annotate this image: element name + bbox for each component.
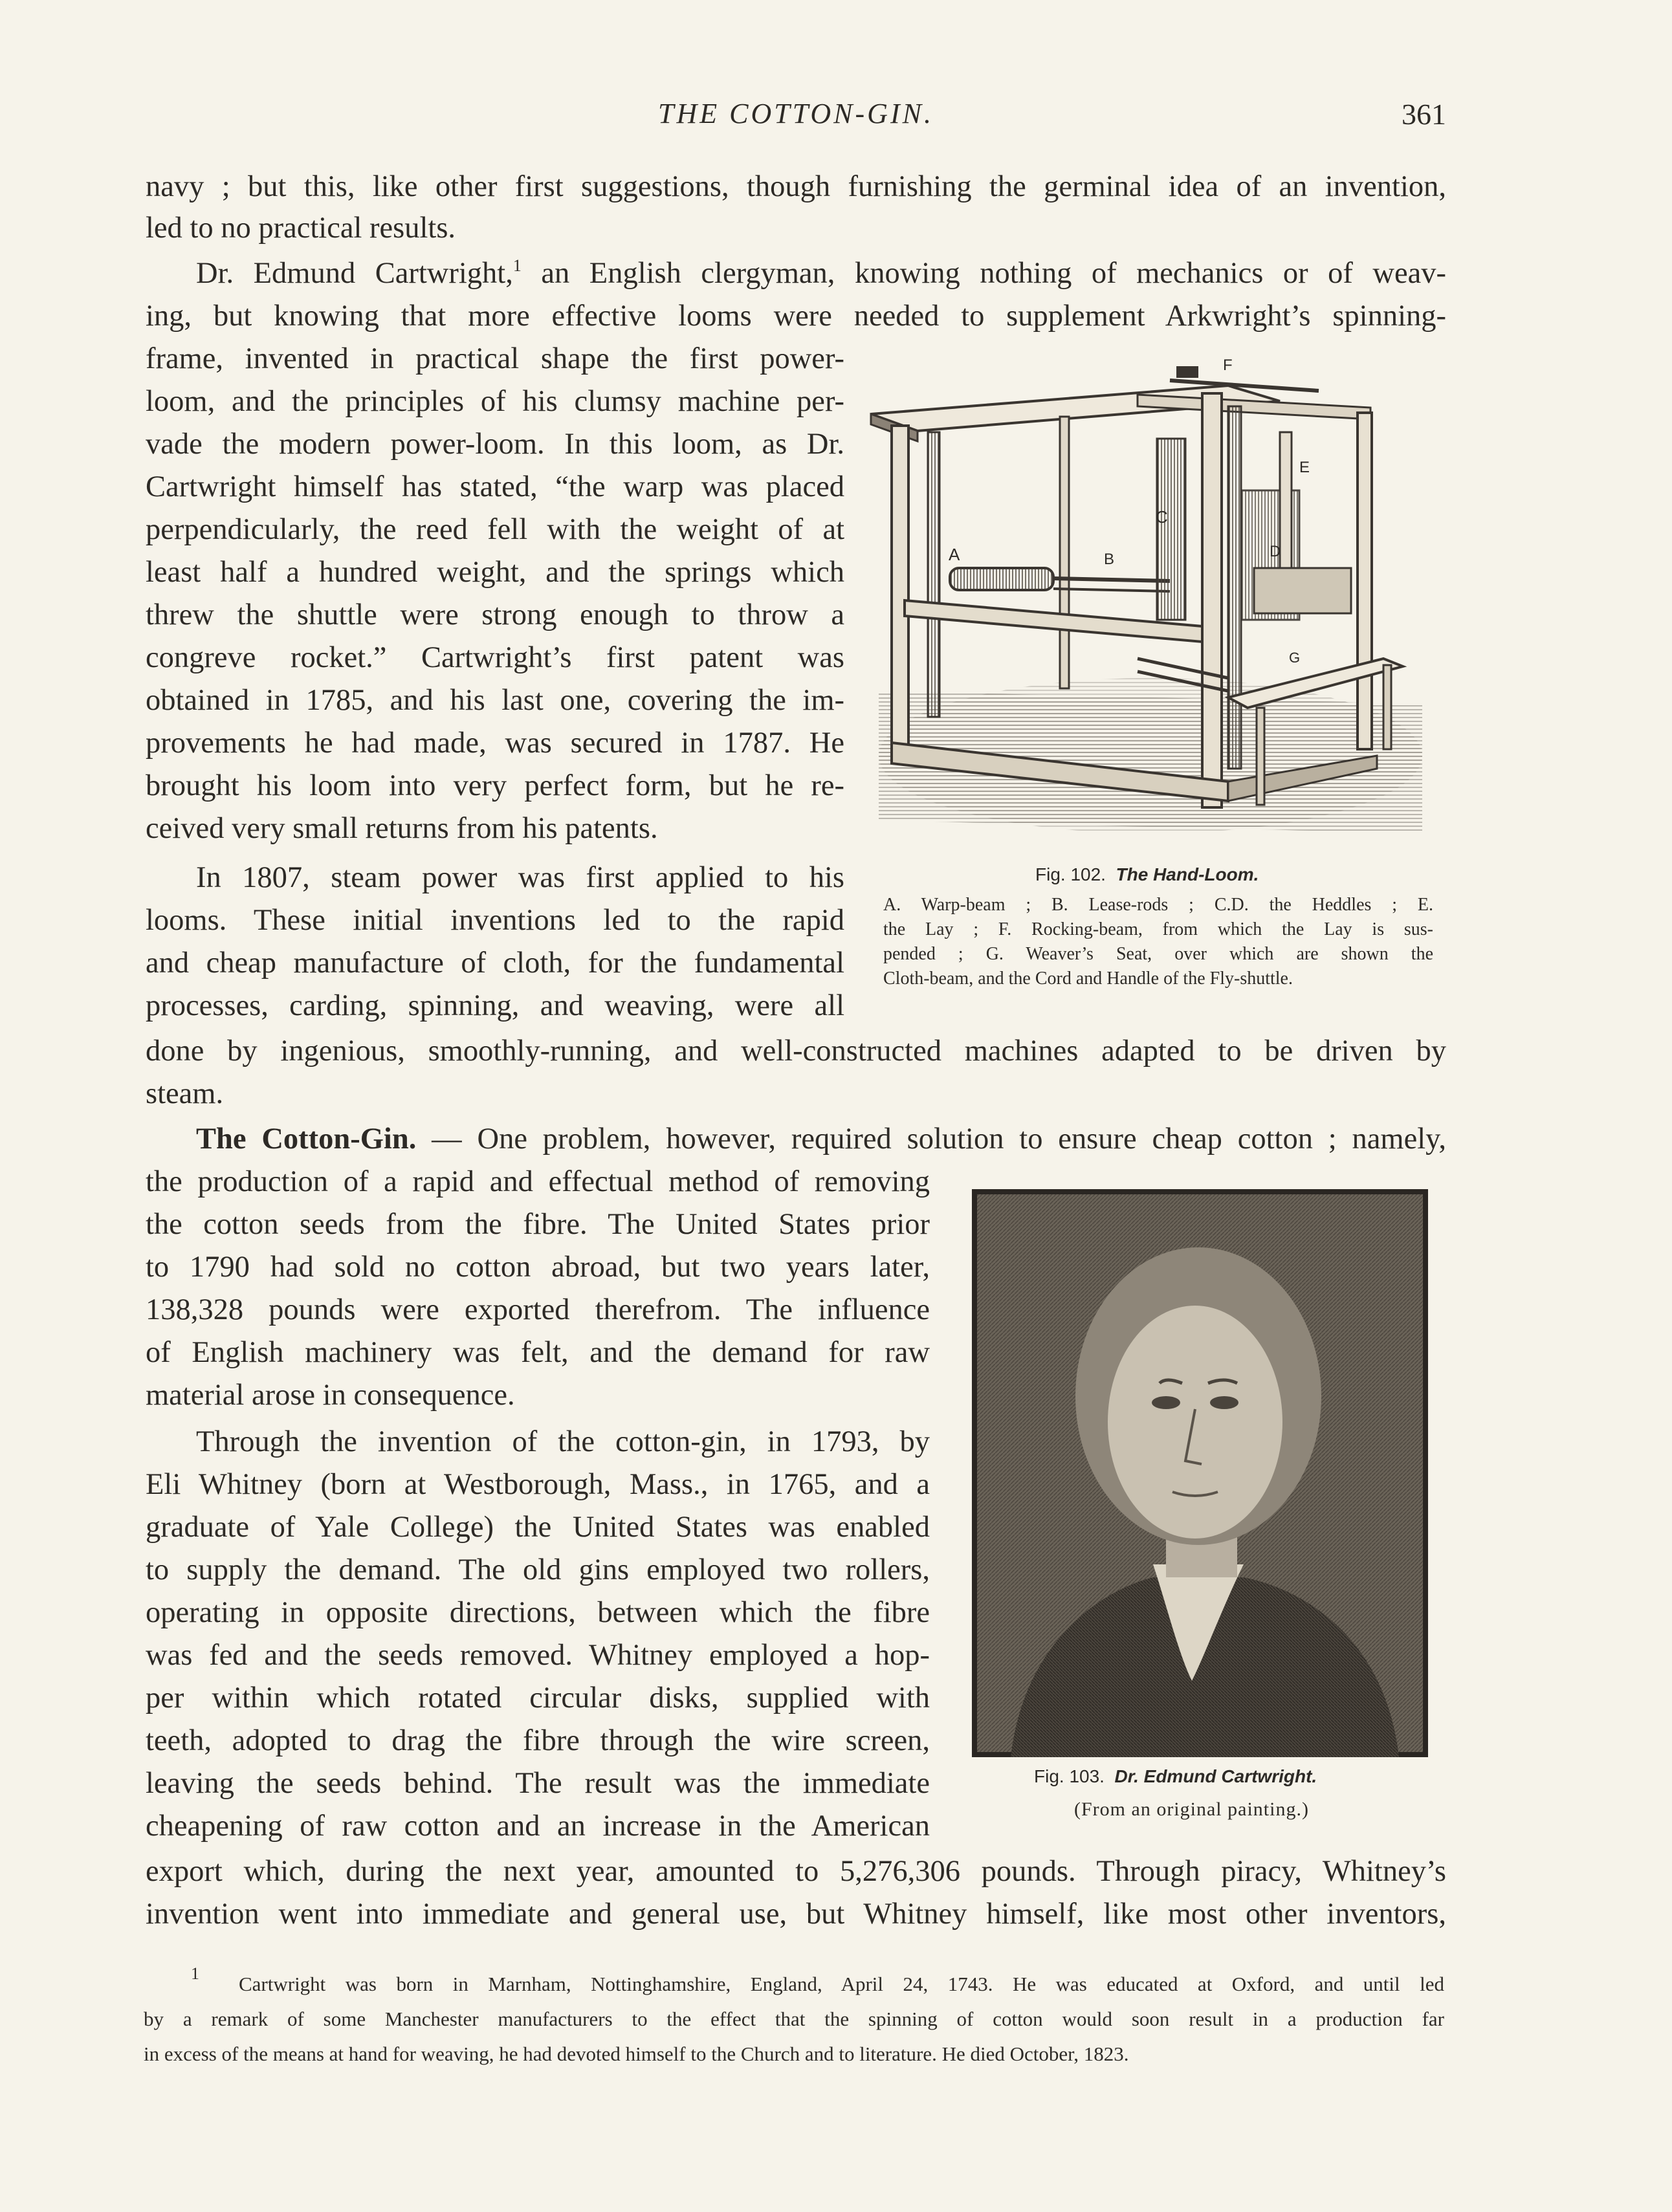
text-line: material arose in consequence. [146,1379,515,1412]
text-line: obtained in 1785, and his last one, covering the im- [146,684,844,717]
text-line: the production of a rapid and effectual method of removing [146,1165,930,1198]
figure-103-subcaption: (From an original painting.) [1074,1799,1309,1820]
text-line: led to no practical results. [146,212,456,245]
part-label: D [1270,543,1281,560]
text-line: of English machinery was felt, and the demand for raw [146,1336,930,1369]
figure-number: Fig. 103. [1034,1766,1105,1786]
text-line: least half a hundred weight, and the springs which [146,556,844,589]
text-line: brought his loom into very perfect form, but he re- [146,769,844,802]
figure-number: Fig. 102. [1035,864,1106,884]
text-line: to supply the demand. The old gins employed two rollers, [146,1553,930,1586]
figure-title: Dr. Edmund Cartwright. [1114,1766,1317,1786]
text-line: export which, during the next year, amounted to 5,276,306 pounds. Through piracy, Whitney’s [146,1855,1446,1888]
figure-legend-line: A. Warp-beam ; B. Lease-rods ; C.D. the Heddles ; E. [883,895,1433,915]
figure-102-caption [1035,864,1259,885]
part-label: A [949,545,960,564]
footnote-ref: 1 [512,256,522,275]
footnote-line: in excess of the means at hand for weaving, he had devoted himself to the Church and to literature. He died October, 1823. [144,2042,1129,2065]
text-segment: Dr. Edmund Cartwright, [196,257,513,290]
text-line: frame, invented in practical shape the first power- [146,342,844,375]
text-line: and cheap manufacture of cloth, for the fundamental [146,947,844,980]
text-line: ing, but knowing that more effective looms were needed to supplement Arkwright’s spinning- [146,300,1446,333]
text-line [196,252,1446,295]
running-title: THE COTTON-GIN. [658,98,934,129]
text-line: Eli Whitney (born at Westborough, Mass., in 1765, and a [146,1468,930,1501]
text-line: vade the modern power-loom. In this loom, as Dr. [146,428,844,461]
hand-loom-engraving [866,355,1435,846]
text-line: navy ; but this, like other first suggestions, though furnishing the germinal idea of an invention, [146,170,1446,203]
text-line: invention went into immediate and general use, but Whitney himself, like most other inventors, [146,1898,1446,1931]
page-number: 361 [1402,98,1446,131]
text-line: done by ingenious, smoothly-running, and well-constructed machines adapted to be driven by [146,1035,1446,1068]
part-label: G [1289,650,1301,666]
text-line: teeth, adopted to drag the fibre through the wire screen, [146,1724,930,1757]
text-segment: an English clergyman, knowing nothing of mechanics or of weav- [521,257,1446,290]
text-line: graduate of Yale College) the United States was enabled [146,1511,930,1544]
part-label: F [1223,356,1233,374]
text-line: to 1790 had sold no cotton abroad, but two years later, [146,1251,930,1284]
text-line: In 1807, steam power was first applied to his [196,861,844,894]
figure-legend-line: pended ; G. Weaver’s Seat, over which are shown the [883,944,1433,964]
text-line: steam. [146,1077,224,1110]
text-line: per within which rotated circular disks, supplied with [146,1681,930,1714]
text-line: Through the invention of the cotton-gin, in 1793, by [196,1425,930,1458]
text-line: cheapening of raw cotton and an increase in the American [146,1810,930,1843]
text-line: looms. These initial inventions led to the rapid [146,904,844,937]
text-line: operating in opposite directions, between which the fibre [146,1596,930,1629]
text-line: threw the shuttle were strong enough to throw a [146,598,844,631]
text-line: loom, and the principles of his clumsy machine per- [146,385,844,418]
section-run-in-heading: The Cotton-Gin. [196,1122,417,1155]
figure-103-caption [1034,1766,1317,1787]
text-line [196,1118,1446,1161]
text-segment: — One problem, however, required solution to ensure cheap cotton ; namely, [416,1122,1446,1155]
footnote-line [191,1964,1445,2002]
text-line: the cotton seeds from the fibre. The United States prior [146,1208,930,1241]
text-line: ceived very small returns from his patents. [146,812,658,845]
text-line: was fed and the seeds removed. Whitney employed a hop- [146,1639,930,1672]
text-line: leaving the seeds behind. The result was the immediate [146,1767,930,1800]
footnote-line: by a remark of some Manchester manufacturers to the effect that the spinning of cotton would soon result in a production far [144,2008,1444,2030]
hand-loom-illustration [866,355,1435,846]
portrait-illustration [972,1189,1428,1757]
figure-legend-line: the Lay ; F. Rocking-beam, from which the Lay is sus- [883,919,1433,939]
text-line: perpendicularly, the reed fell with the weight of at [146,513,844,546]
footnote-marker: 1 [191,1964,199,1983]
portrait-engraving [972,1189,1428,1757]
text-segment: Cartwright was born in Marnham, Nottinghamshire, England, April 24, 1743. He was educated at Oxford, and until led [238,1973,1445,1995]
text-line: provements he had made, was secured in 1787. He [146,727,844,760]
part-label: E [1299,459,1310,476]
part-label: C [1156,507,1168,527]
figure-title: The Hand-Loom. [1116,864,1259,884]
text-line: Cartwright himself has stated, “the warp was placed [146,470,844,503]
part-label: B [1104,551,1115,568]
figure-legend-line: Cloth-beam, and the Cord and Handle of the Fly-shuttle. [883,969,1293,989]
text-line: processes, carding, spinning, and weaving, were all [146,989,844,1022]
text-line: 138,328 pounds were exported therefrom. The influence [146,1293,930,1326]
text-line: congreve rocket.” Cartwright’s first patent was [146,641,844,674]
running-head [146,97,1446,136]
